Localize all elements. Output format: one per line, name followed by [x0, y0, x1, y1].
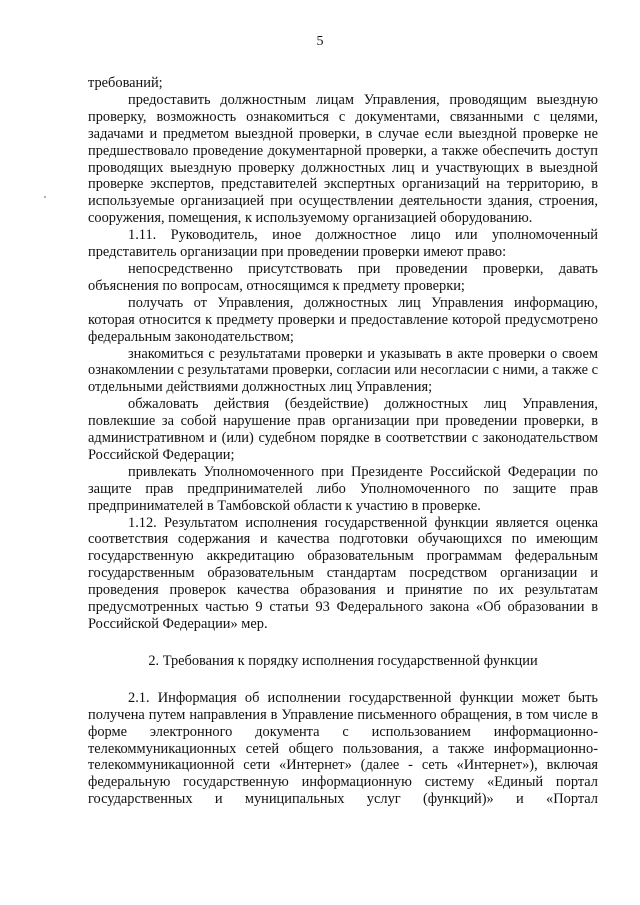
paragraph: 1.12. Результатом исполнения государственной функции является оценка соответствия содержания и качества подготовки обучающихся по имеющим государственную аккредитацию образовательным программам федеральным государственным образовательным стандартам посредством организации и проведения проверок качества образования и принятие по их результатам предусмотренных частью 9 статьи 93 Федерального закона «Об образовании в Российской Федерации» мер. [88, 514, 598, 632]
paragraph: привлекать Уполномоченного при Президенте Российской Федерации по защите прав предпринимателей либо Уполномоченного по защите прав предпринимателей в Тамбовской области к участию в проверке. [88, 463, 598, 514]
paragraph: получать от Управления, должностных лиц Управления информацию, которая относится к предмету проверки и предоставление которой предусмотрено федеральным законодательством; [88, 294, 598, 345]
document-body [88, 75, 598, 808]
paragraph: знакомиться с результатами проверки и указывать в акте проверки о своем ознакомлении с результатами проверки, согласии или несогласии с ними, а также с отдельными действиями должностных лиц Управления; [88, 345, 598, 396]
scan-mark [44, 196, 46, 198]
paragraph: требований; [88, 75, 163, 91]
page-number: 5 [316, 34, 324, 49]
paragraph: обжаловать действия (бездействие) должностных лиц Управления, повлекшие за собой нарушение прав организации при проведении проверки, в административном и (или) судебном порядке в соответствии с законодательством Российской Федерации; [88, 396, 598, 463]
paragraph: 1.11. Руководитель, иное должностное лицо или уполномоченный представитель организации при проведении проверки имеют право: [88, 227, 598, 261]
paragraph: непосредственно присутствовать при проведении проверки, давать объяснения по вопросам, относящимся к предмету проверки; [88, 260, 598, 294]
section-heading: 2. Требования к порядку исполнения государственной функции [148, 652, 538, 669]
paragraph: 2.1. Информация об исполнении государственной функции может быть получена путем направления в Управление письменного обращения, в том числе в форме электронного документа с использованием информационно-телекоммуникационных сетей общего пользования, а также информационно-телекоммуникационной сети «Интернет» (далее - сеть «Интернет»), включая федеральную государственную информационную систему «Единый портал государственных и муниципальных услуг (функций)» и «Портал [88, 689, 598, 808]
paragraph: предоставить должностным лицам Управления, проводящим выездную проверку, возможность ознакомиться с документами, связанными с целями, задачами и предметом выездной проверки, в случае если выездной проверке не предшествовало проведение документарной проверки, а также обеспечить доступ проводящих выездную проверку должностных лиц и участвующих в выездной проверке экспертов, представителей экспертных организаций на территорию, в используемые организацией при осуществлении деятельности здания, строения, сооружения, помещения, к используемому организацией оборудованию. [88, 91, 598, 227]
